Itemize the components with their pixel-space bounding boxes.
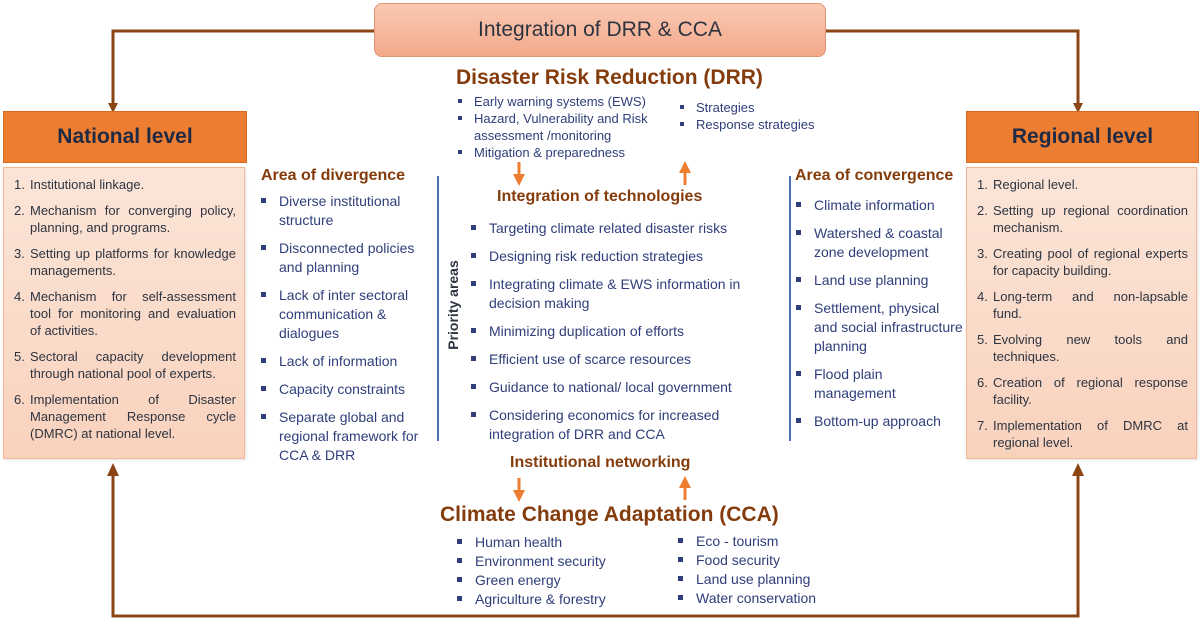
drr-left-list [456,93,674,161]
item-text: Long-term and non-lapsable fund. [993,289,1188,321]
item-number: 6. [977,375,988,390]
right-divider-line [789,176,791,441]
item-text: Mechanism for converging policy, planning, and programs. [30,203,236,235]
regional-level-item [977,202,1188,236]
technology-item: Efficient use of scarce resources [469,350,771,369]
drr-right-item: Strategies [678,99,838,116]
divergence-list [259,192,431,474]
technology-item: Targeting climate related disaster risks [469,219,771,238]
technology-item: Minimizing duplication of efforts [469,322,771,341]
item-number: 4. [14,289,25,304]
convergence-item: Settlement, physical and social infrastructure planning [794,299,964,356]
main-title: Integration of DRR & CCA [374,3,826,57]
cca-left-list [455,533,655,609]
item-number: 3. [14,246,25,261]
drr-right-list [678,99,838,133]
item-number: 7. [977,418,988,433]
title-to-regional-connector [824,31,1078,108]
technologies-list [469,219,771,453]
bottom-right-arrowhead [1072,463,1084,476]
cca-left-item: Agriculture & forestry [455,590,655,609]
cca-left-item: Human health [455,533,655,552]
item-number: 5. [14,349,25,364]
national-level-item [14,176,236,193]
convergence-heading: Area of convergence [795,167,954,184]
item-number: 1. [977,177,988,192]
cca-right-list [676,532,856,608]
priority-areas-label [443,240,463,370]
divergence-item: Separate global and regional framework for CCA & DRR [259,408,431,465]
drr-heading: Disaster Risk Reduction (DRR) [456,66,763,89]
item-text: Sectoral capacity development through national pool of experts. [30,349,236,381]
national-level-item [14,348,236,382]
cca-heading: Climate Change Adaptation (CCA) [440,503,779,526]
regional-level-header: Regional level [966,111,1199,163]
drr-right-item: Response strategies [678,116,838,133]
technologies-heading: Integration of technologies [497,188,703,205]
regional-level-item [977,374,1188,408]
regional-level-item [977,245,1188,279]
title-to-national-connector [113,31,374,108]
item-number: 1. [14,177,25,192]
item-text: Mechanism for self-assessment tool for monitoring and evaluation of activities. [30,289,236,338]
divergence-item: Lack of inter sectoral communication & dialogues [259,286,431,343]
technology-item: Integrating climate & EWS information in decision making [469,275,771,313]
item-text: Creation of regional response facility. [993,375,1188,407]
item-text: Implementation of DMRC at regional level. [993,418,1188,450]
left-divider-line [437,176,439,441]
technology-item: Designing risk reduction strategies [469,247,771,266]
convergence-item: Climate information [794,196,964,215]
item-text: Evolving new tools and techniques. [993,332,1188,364]
national-level-list [3,167,245,459]
national-level-item [14,202,236,236]
item-number: 2. [14,203,25,218]
divergence-item: Capacity constraints [259,380,431,399]
convergence-item: Land use planning [794,271,964,290]
item-number: 5. [977,332,988,347]
regional-level-item [977,331,1188,365]
regional-level-item [977,288,1188,322]
networking-heading: Institutional networking [510,454,691,471]
item-text: Setting up regional coordination mechanism. [993,203,1188,235]
cca-left-item: Environment security [455,552,655,571]
national-level-item [14,245,236,279]
national-level-item [14,288,236,339]
drr-left-item: Early warning systems (EWS) [456,93,674,110]
cca-right-item: Eco - tourism [676,532,856,551]
item-number: 3. [977,246,988,261]
cca-right-item: Food security [676,551,856,570]
divergence-heading: Area of divergence [261,167,406,184]
regional-level-list [966,167,1197,459]
regional-level-item [977,176,1188,193]
bottom-left-arrowhead [107,463,119,476]
convergence-item: Watershed & coastal zone development [794,224,964,262]
national-level-header: National level [3,111,247,163]
technology-item: Guidance to national/ local government [469,378,771,397]
item-text: Regional level. [993,177,1079,192]
convergence-item: Flood plain management [794,365,964,403]
convergence-list [794,196,964,440]
divergence-item: Lack of information [259,352,431,371]
regional-level-item [977,417,1188,451]
cca-right-item: Water conservation [676,589,856,608]
technology-item: Considering economics for increased integration of DRR and CCA [469,406,771,444]
national-level-item [14,391,236,442]
item-text: Creating pool of regional experts for capacity building. [993,246,1188,278]
item-text: Implementation of Disaster Management Response cycle (DMRC) at national level. [30,392,236,441]
divergence-item: Disconnected policies and planning [259,239,431,277]
cca-left-item: Green energy [455,571,655,590]
convergence-item: Bottom-up approach [794,412,964,431]
item-number: 6. [14,392,25,407]
item-text: Setting up platforms for knowledge managements. [30,246,236,278]
item-number: 2. [977,203,988,218]
drr-left-item: Hazard, Vulnerability and Risk assessment /monitoring [456,110,674,144]
drr-left-item: Mitigation & preparedness [456,144,674,161]
item-text: Institutional linkage. [30,177,145,192]
item-number: 4. [977,289,988,304]
priority-areas-text: Priority areas [445,260,461,350]
cca-right-item: Land use planning [676,570,856,589]
divergence-item: Diverse institutional structure [259,192,431,230]
